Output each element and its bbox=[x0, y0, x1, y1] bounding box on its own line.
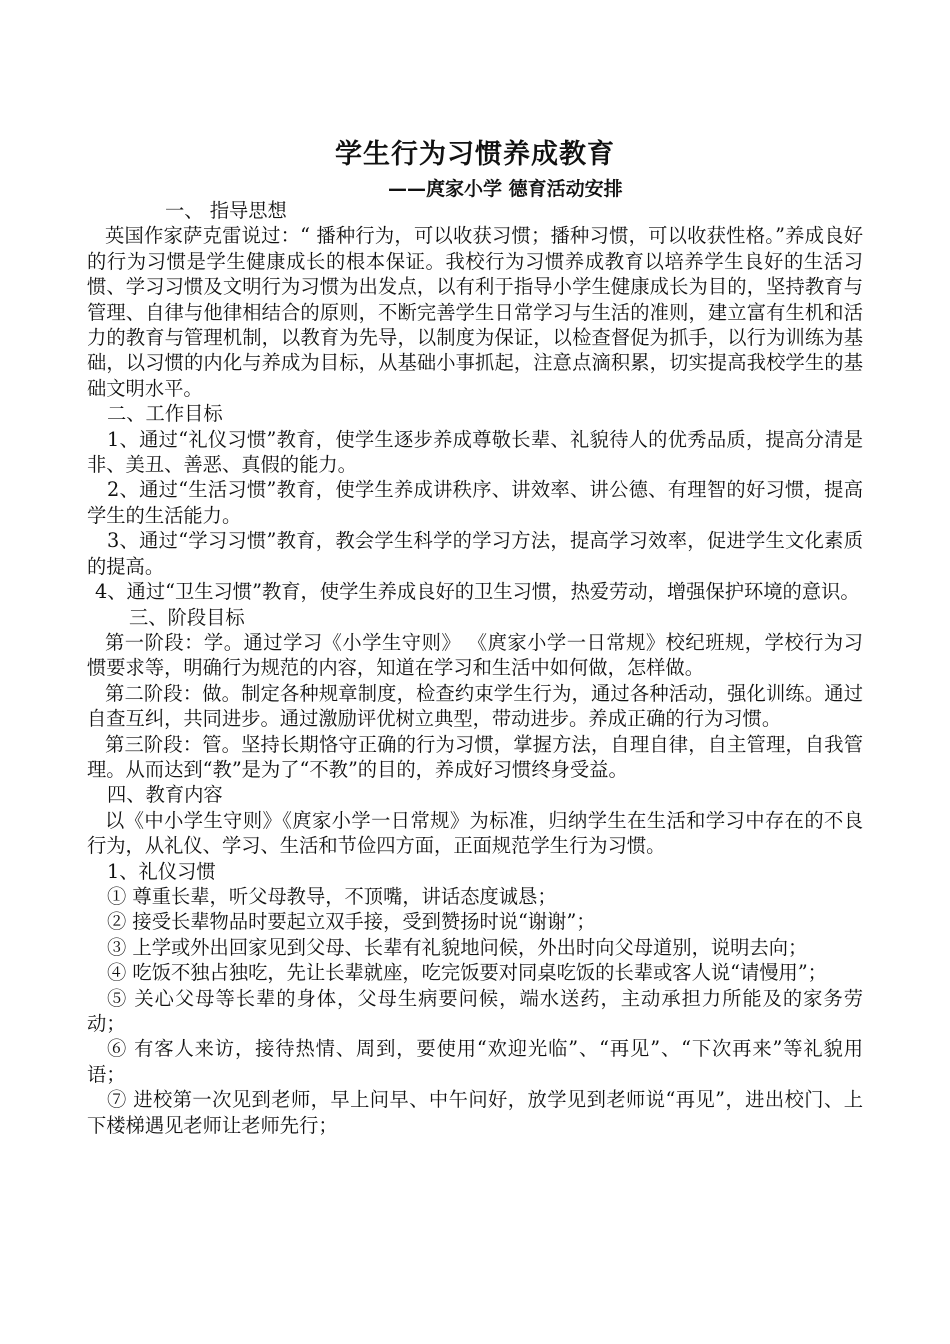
etiquette-item-7: ⑦ 进校第一次见到老师，早上问早、中午问好，放学见到老师说“再见”，进出校门、上下楼梯遇见老师让老师先行； bbox=[87, 1088, 863, 1137]
goal-item-3: 3、通过“学习习惯”教育，教会学生科学的学习方法，提高学习效率，促进学生文化素质的提高。 bbox=[87, 529, 863, 578]
section-1-paragraph: 英国作家萨克雷说过：“ 播种行为，可以收获习惯；播种习惯，可以收获性格。”养成良好的行为习惯是学生健康成长的根本保证。我校行为习惯养成教育以培养学生良好的生活习惯、学习习惯及文明行为习惯为出发点，以有利于指导小学生健康成长为目的，坚持教育与管理、自律与他律相结合的原则，不断完善学生日常学习与生活的准则，建立富有生机和活力的教育与管理机制，以教育为先导，以制度为保证，以检查督促为抓手，以行为训练为基础，以习惯的内化与养成为目标，从基础小事抓起，注意点滴积累，切实提高我校学生的基础文明水平。 bbox=[87, 224, 863, 400]
etiquette-item-3: ③ 上学或外出回家见到父母、长辈有礼貌地问候，外出时向父母道别，说明去向； bbox=[107, 935, 808, 959]
section-1-heading: 一、 指导思想 bbox=[165, 199, 287, 222]
document-subtitle: ——庹家小学 德育活动安排 bbox=[388, 178, 623, 200]
document-body bbox=[87, 198, 863, 1138]
document-title: 学生行为习惯养成教育 bbox=[335, 139, 615, 170]
section-4-paragraph: 以《中小学生守则》《庹家小学一日常规》为标准，归纳学生在生活和学习中存在的不良行为，从礼仪、学习、生活和节俭四方面，正面规范学生行为习惯。 bbox=[87, 808, 863, 858]
etiquette-item-1: ① 尊重长辈，听父母教导，不顶嘴，讲话态度诚恳； bbox=[107, 884, 557, 908]
section-3-heading: 三、阶段目标 bbox=[129, 605, 245, 629]
section-2-heading: 二、工作目标 bbox=[107, 402, 223, 426]
etiquette-subheading: 1、礼仪习惯 bbox=[107, 859, 216, 883]
etiquette-item-5: ⑤ 关心父母等长辈的身体，父母生病要问候，端水送药，主动承担力所能及的家务劳动； bbox=[87, 986, 863, 1035]
goal-item-4: 4、通过“卫生习惯”教育，使学生养成良好的卫生习惯，热爱劳动，增强保护环境的意识。 bbox=[95, 580, 860, 604]
stage-item-1: 第一阶段：学。通过学习《小学生守则》 《庹家小学一日常规》校纪班规，学校行为习惯要求等，明确行为规范的内容，知道在学习和生活中如何做，怎样做。 bbox=[87, 630, 863, 680]
etiquette-item-2: ② 接受长辈物品时要起立双手接，受到赞扬时说“谢谢”； bbox=[107, 910, 596, 934]
section-4-heading: 四、教育内容 bbox=[107, 783, 223, 807]
goal-item-1: 1、通过“礼仪习惯”教育，使学生逐步养成尊敬长辈、礼貌待人的优秀品质，提高分清是非、美丑、善恶、真假的能力。 bbox=[87, 427, 863, 477]
etiquette-item-6: ⑥ 有客人来访，接待热情、周到，要使用“欢迎光临”、“再见”、“下次再来”等礼貌用语； bbox=[87, 1037, 863, 1086]
goal-item-2: 2、通过“生活习惯”教育，使学生养成讲秩序、讲效率、讲公德、有理智的好习惯，提高学生的生活能力。 bbox=[87, 478, 863, 527]
stage-item-2: 第二阶段：做。制定各种规章制度，检查约束学生行为，通过各种活动，强化训练。通过自查互纠，共同进步。通过激励评优树立典型，带动进步。养成正确的行为习惯。 bbox=[87, 681, 863, 731]
stage-item-3: 第三阶段：管。坚持长期恪守正确的行为习惯，掌握方法，自理自律，自主管理，自我管理。从而达到“教”是为了“不教”的目的，养成好习惯终身受益。 bbox=[87, 732, 863, 781]
etiquette-item-4: ④ 吃饭不独占独吃，先让长辈就座，吃完饭要对同桌吃饭的长辈或客人说“请慢用”； bbox=[107, 961, 827, 985]
